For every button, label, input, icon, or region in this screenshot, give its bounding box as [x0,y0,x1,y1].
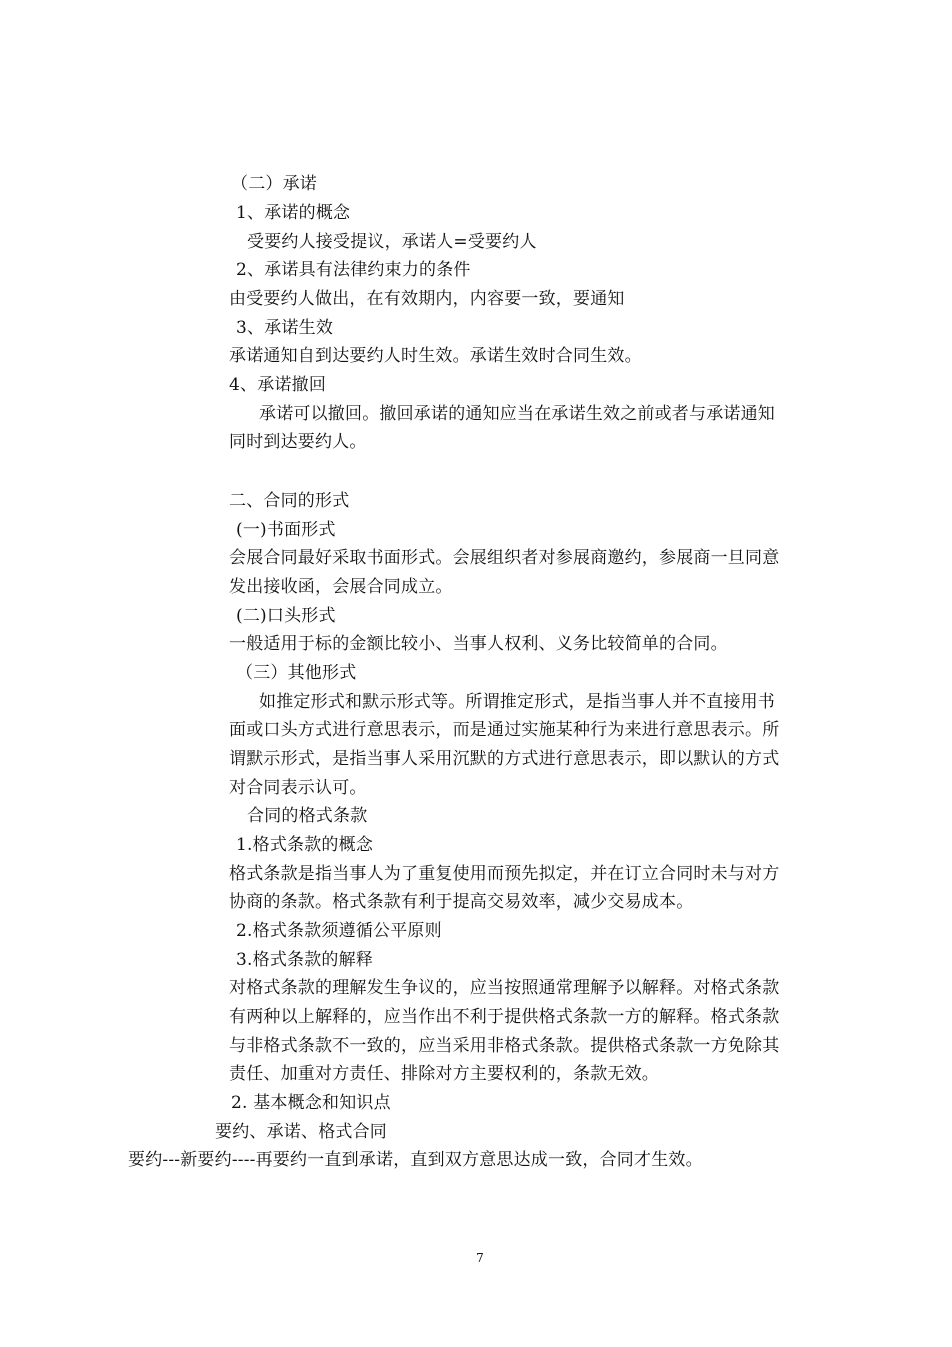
subheading-other-forms: （三）其他形式 [236,663,357,683]
text-line: 协商的条款。格式条款有利于提高交易效率，减少交易成本。 [229,892,694,912]
heading-acceptance: （二）承诺 [231,174,317,194]
text-line: 与非格式条款不一致的，应当采用非格式条款。提供格式条款一方免除其 [229,1036,780,1056]
subheading-fairness-principle: 2.格式条款须遵循公平原则 [236,921,442,941]
subheading-interpretation: 3.格式条款的解释 [236,950,374,970]
text-line: 由受要约人做出，在有效期内，内容要一致，要通知 [229,289,625,309]
subheading-acceptance-withdrawal: 4、承诺撤回 [229,375,327,395]
text-line: 对合同表示认可。 [229,778,367,798]
text-line: 有两种以上解释的，应当作出不利于提供格式条款一方的解释。格式条款 [229,1007,780,1027]
subheading-acceptance-effect: 3、承诺生效 [236,318,334,338]
text-line: 如推定形式和默示形式等。所谓推定形式，是指当事人并不直接用书 [259,692,775,712]
text-line: 要约、承诺、格式合同 [215,1122,387,1142]
text-line: 对格式条款的理解发生争议的，应当按照通常理解予以解释。对格式条款 [229,978,780,998]
heading-basic-concepts: 2. 基本概念和知识点 [231,1093,391,1113]
text-line: 发出接收函，会展合同成立。 [229,577,453,597]
text-line: 会展合同最好采取书面形式。会展组织者对参展商邀约，参展商一旦同意 [229,548,780,568]
text-line: 要约---新要约----再要约一直到承诺，直到双方意思达成一致，合同才生效。 [128,1150,703,1170]
text-line: 面或口头方式进行意思表示，而是通过实施某种行为来进行意思表示。所 [229,720,780,740]
subheading-written-form: (一)书面形式 [236,520,336,540]
text-line: 承诺可以撤回。撤回承诺的通知应当在承诺生效之前或者与承诺通知 [259,404,775,424]
text-line: 承诺通知自到达要约人时生效。承诺生效时合同生效。 [229,346,642,366]
subheading-acceptance-conditions: 2、承诺具有法律约束力的条件 [236,260,471,280]
subheading-oral-form: (二)口头形式 [236,606,336,626]
text-line: 受要约人接受提议，承诺人=受要约人 [247,232,537,252]
heading-contract-forms: 二、合同的形式 [229,491,350,511]
text-line: 同时到达要约人。 [229,432,367,452]
subheading-standard-terms-concept: 1.格式条款的概念 [236,835,374,855]
subheading-acceptance-concept: 1、承诺的概念 [236,203,351,223]
page-number: 7 [476,1251,484,1265]
text-line: 格式条款是指当事人为了重复使用而预先拟定，并在订立合同时未与对方 [229,864,780,884]
text-line: 谓默示形式，是指当事人采用沉默的方式进行意思表示，即以默认的方式 [229,749,780,769]
heading-standard-terms: 合同的格式条款 [247,806,368,826]
text-line: 责任、加重对方责任、排除对方主要权利的，条款无效。 [229,1064,659,1084]
text-line: 一般适用于标的金额比较小、当事人权利、义务比较简单的合同。 [229,634,728,654]
